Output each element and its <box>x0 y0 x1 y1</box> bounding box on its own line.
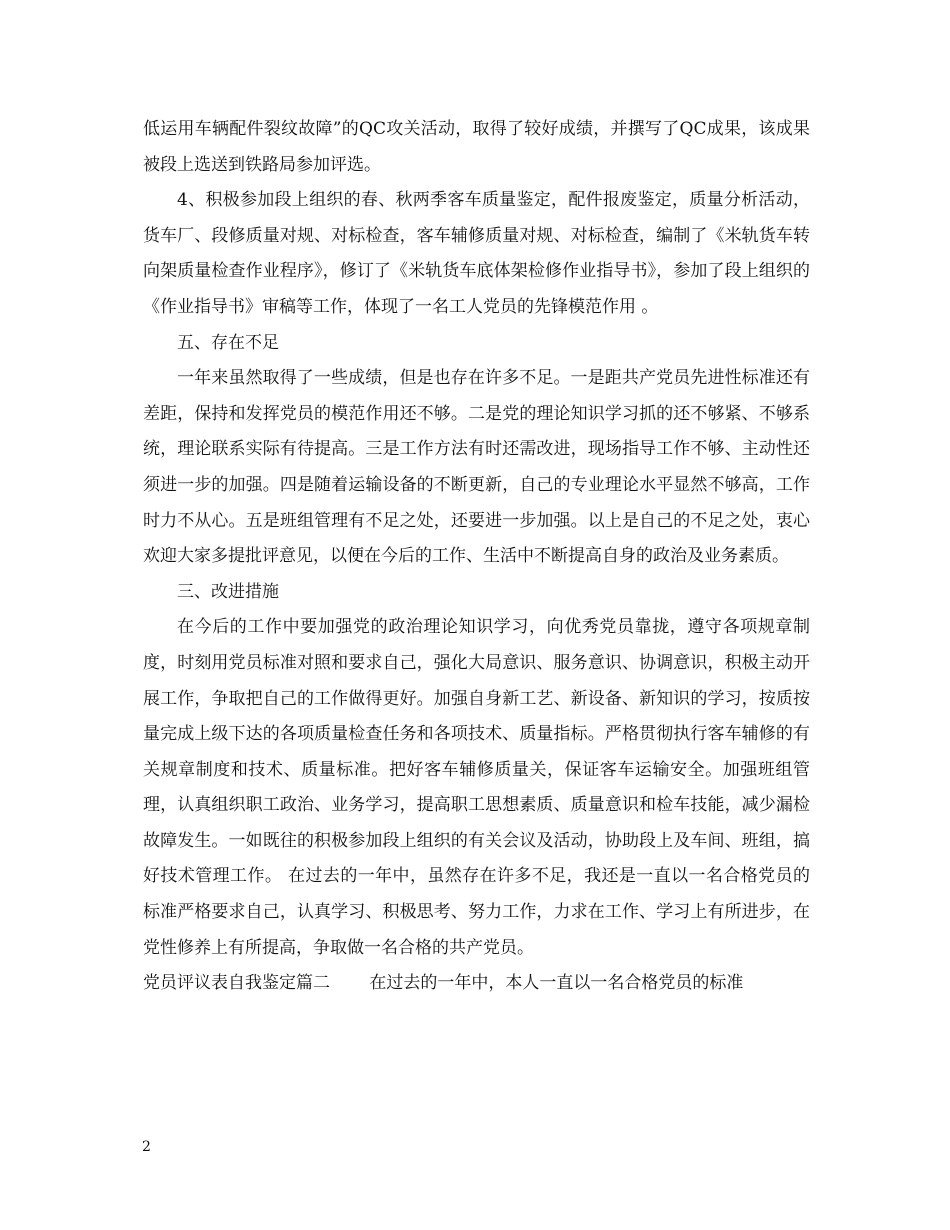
page-number: 2 <box>142 1139 151 1155</box>
paragraph-continued: 低运用车辆配件裂纹故障”的QC攻关活动，取得了较好成绩，并撰写了QC成果，该成果被段上选送到铁路局参加评选。 <box>143 119 810 175</box>
paragraph-part-two: 党员评议表自我鉴定篇二 在过去的一年中，本人一直以一名合格党员的标准 <box>143 973 744 994</box>
paragraph-shortcomings: 一年来虽然取得了一些成绩，但是也存在许多不足。一是距共产党员先进性标准还有差距，保持和发挥党员的模范作用还不够。二是党的理论知识学习抓的还不够紧、不够系统，理论联系实际有待提高。三是工作方法有时还需改进，现场指导工作不够、主动性还须进一步的加强。四是随着运输设备的不断更新，自己的专业理论水平显然不够高，工作时力不从心。五是班组管理有不足之处，还要进一步加强。以上是自己的不足之处，衷心欢迎大家多提批评意见，以便在今后的工作、生活中不断提高自身的政治及业务素质。 <box>143 368 810 567</box>
paragraph-improvements: 在今后的工作中要加强党的政治理论知识学习，向优秀党员靠拢，遵守各项规章制度，时刻用党员标准对照和要求自己，强化大局意识、服务意识、协调意识，积极主动开展工作，争取把自己的工作做得更好。加强自身新工艺、新设备、新知识的学习，按质按量完成上级下达的各项质量检查任务和各项技术、质量指标。严格贯彻执行客车辅修的有关规章制度和技术、质量标准。把好客车辅修质量关，保证客车运输安全。加强班组管理，认真组织职工政治、业务学习，提高职工思想素质、质量意识和检车技能，减少漏检故障发生。一如既往的积极参加段上组织的有关会议及活动，协助段上及车间、班组，搞好技术管理工作。 在过去的一年中，虽然存在许多不足，我还是一直以一名合格党员的标准严格要求自己，认真学习、积极思考、努力工作，力求在工作、学习上有所进步，在党性修养上有所提高，争取做一名合格的共产党员。 <box>143 617 810 958</box>
section-heading-shortcomings: 五、存在不足 <box>177 332 279 353</box>
section-heading-improvements: 三、改进措施 <box>177 581 279 602</box>
paragraph-item-4: 4、积极参加段上组织的春、秋两季客车质量鉴定，配件报废鉴定，质量分析活动，货车厂、段修质量对规、对标检查，客车辅修质量对规、对标检查，编制了《米轨货车转向架质量检查作业程序》，修订了《米轨货车底体架检修作业指导书》，参加了段上组织的《作业指导书》审稿等工作，体现了一名工人党员的先锋模范作用 。 <box>143 190 810 317</box>
page-body <box>143 112 810 1002</box>
